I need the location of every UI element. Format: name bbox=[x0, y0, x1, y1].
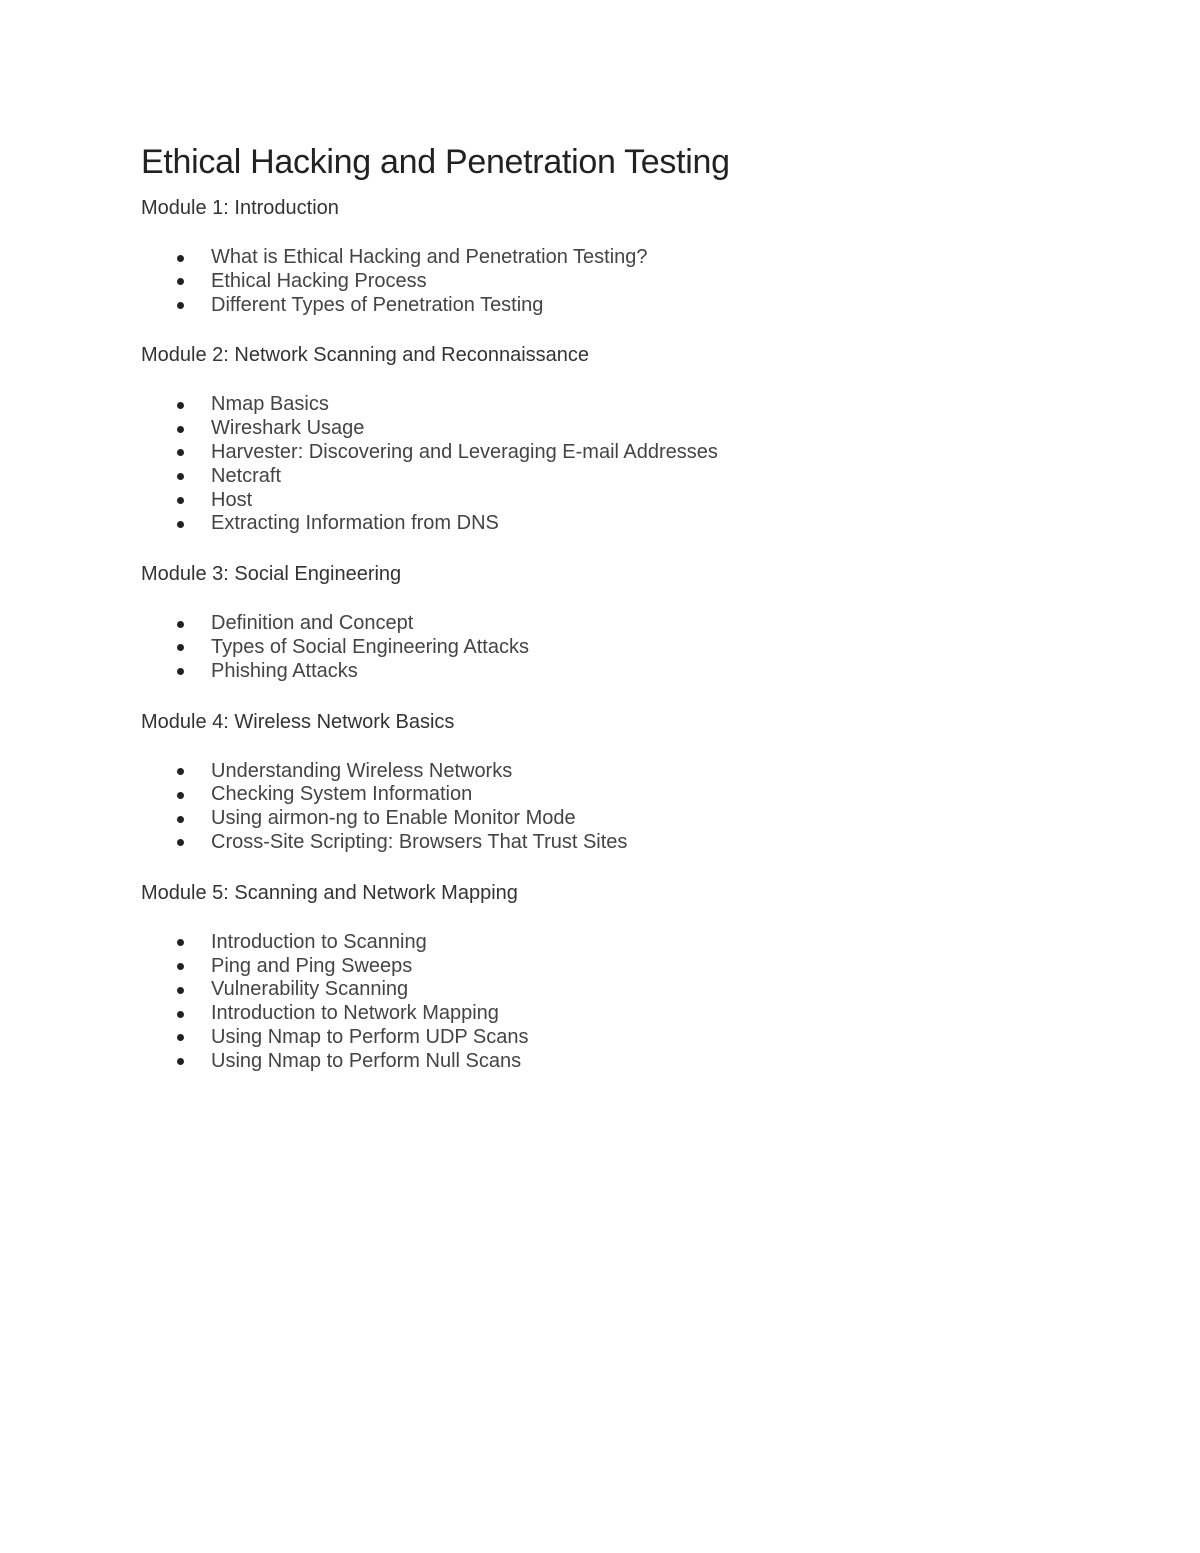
module-heading: Module 5: Scanning and Network Mapping bbox=[141, 881, 518, 904]
bullet-icon bbox=[177, 497, 184, 504]
list-item bbox=[141, 783, 1101, 807]
module-list-container bbox=[141, 196, 1101, 1074]
list-item bbox=[141, 512, 1101, 536]
bullet-icon bbox=[177, 402, 184, 409]
module-topic-list bbox=[141, 393, 1101, 536]
module-heading: Module 3: Social Engineering bbox=[141, 563, 402, 586]
list-item bbox=[141, 831, 1101, 855]
bullet-icon bbox=[177, 816, 184, 823]
module-topic-list bbox=[141, 612, 1101, 683]
bullet-icon bbox=[177, 668, 184, 675]
list-item-text: Different Types of Penetration Testing bbox=[211, 293, 544, 316]
bullet-icon bbox=[177, 987, 184, 994]
bullet-icon bbox=[177, 963, 184, 970]
list-item-text: Nmap Basics bbox=[211, 393, 329, 416]
list-item-text: Definition and Concept bbox=[211, 612, 414, 635]
bullet-icon bbox=[177, 1034, 184, 1041]
list-item-text: Wireshark Usage bbox=[211, 417, 365, 440]
list-item bbox=[141, 760, 1101, 784]
list-item-text: Vulnerability Scanning bbox=[211, 978, 409, 1001]
list-item bbox=[141, 1050, 1101, 1074]
bullet-icon bbox=[177, 839, 184, 846]
bullet-icon bbox=[177, 939, 184, 946]
list-item bbox=[141, 270, 1101, 294]
document-page bbox=[141, 140, 1101, 1074]
list-item-text: Extracting Information from DNS bbox=[211, 512, 499, 535]
module-section bbox=[141, 196, 1101, 317]
bullet-icon bbox=[177, 644, 184, 651]
bullet-icon bbox=[177, 792, 184, 799]
list-item bbox=[141, 660, 1101, 684]
module-heading: Module 1: Introduction bbox=[141, 197, 339, 219]
module-topic-list bbox=[141, 246, 1101, 317]
list-item-text: Using airmon-ng to Enable Monitor Mode bbox=[211, 807, 576, 830]
list-item bbox=[141, 1026, 1101, 1050]
bullet-icon bbox=[177, 1058, 184, 1065]
module-section bbox=[141, 710, 1101, 855]
list-item bbox=[141, 955, 1101, 979]
list-item bbox=[141, 294, 1101, 318]
bullet-icon bbox=[177, 302, 184, 309]
document-title: Ethical Hacking and Penetration Testing bbox=[141, 143, 730, 181]
list-item bbox=[141, 417, 1101, 441]
list-item bbox=[141, 489, 1101, 513]
list-item-text: Using Nmap to Perform Null Scans bbox=[211, 1049, 522, 1072]
list-item-text: Netcraft bbox=[211, 464, 282, 487]
module-heading: Module 4: Wireless Network Basics bbox=[141, 710, 455, 733]
list-item bbox=[141, 612, 1101, 636]
module-heading: Module 2: Network Scanning and Reconnaissance bbox=[141, 344, 590, 367]
list-item bbox=[141, 807, 1101, 831]
list-item-text: Cross-Site Scripting: Browsers That Trust Sites bbox=[211, 830, 628, 853]
bullet-icon bbox=[177, 521, 184, 528]
bullet-icon bbox=[177, 1011, 184, 1018]
bullet-icon bbox=[177, 768, 184, 775]
list-item-text: Harvester: Discovering and Leveraging E-mail Addresses bbox=[211, 440, 718, 463]
list-item bbox=[141, 441, 1101, 465]
list-item bbox=[141, 978, 1101, 1002]
bullet-icon bbox=[177, 449, 184, 456]
list-item bbox=[141, 465, 1101, 489]
module-topic-list bbox=[141, 931, 1101, 1074]
list-item-text: Ethical Hacking Process bbox=[211, 269, 427, 292]
module-section bbox=[141, 562, 1101, 683]
list-item-text: Using Nmap to Perform UDP Scans bbox=[211, 1025, 529, 1048]
list-item bbox=[141, 246, 1101, 270]
list-item-text: Types of Social Engineering Attacks bbox=[211, 635, 529, 658]
bullet-icon bbox=[177, 621, 184, 628]
list-item-text: Ping and Ping Sweeps bbox=[211, 954, 413, 977]
list-item-text: What is Ethical Hacking and Penetration Testing? bbox=[211, 246, 648, 268]
list-item bbox=[141, 931, 1101, 955]
bullet-icon bbox=[177, 473, 184, 480]
list-item bbox=[141, 1002, 1101, 1026]
list-item-text: Host bbox=[211, 488, 253, 511]
list-item-text: Phishing Attacks bbox=[211, 659, 358, 682]
list-item-text: Introduction to Scanning bbox=[211, 930, 427, 953]
bullet-icon bbox=[177, 255, 184, 262]
bullet-icon bbox=[177, 426, 184, 433]
list-item-text: Introduction to Network Mapping bbox=[211, 1002, 499, 1025]
module-section bbox=[141, 343, 1101, 536]
list-item bbox=[141, 636, 1101, 660]
list-item-text: Checking System Information bbox=[211, 783, 473, 806]
module-topic-list bbox=[141, 760, 1101, 855]
list-item-text: Understanding Wireless Networks bbox=[211, 759, 513, 782]
bullet-icon bbox=[177, 278, 184, 285]
module-section bbox=[141, 881, 1101, 1074]
list-item bbox=[141, 393, 1101, 417]
